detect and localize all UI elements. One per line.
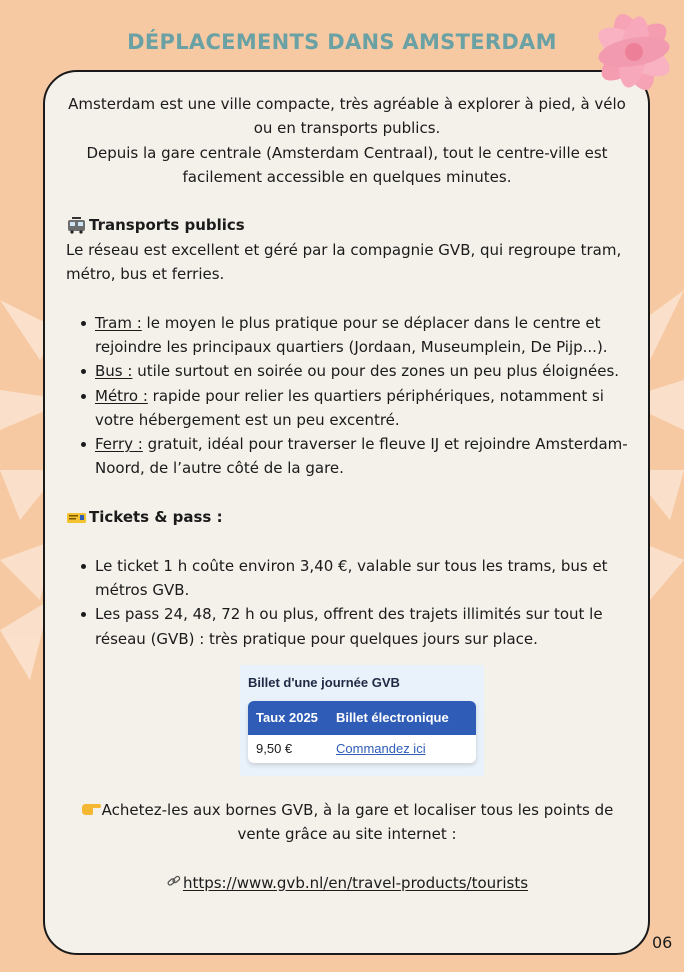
ticket-price: 9,50 €: [256, 740, 293, 756]
list-item: [78, 384, 628, 433]
order-link[interactable]: Commandez ici: [336, 740, 426, 756]
table-row: [248, 735, 476, 763]
main-content: [66, 92, 628, 895]
list-item: Le ticket 1 h coûte environ 3,40 €, valable sur tous les trams, bus et métros GVB.: [78, 554, 628, 603]
transports-text: Le réseau est excellent et géré par la compagnie GVB, qui regroupe tram, métro, bus et ferries.: [66, 240, 622, 284]
tram-icon: [66, 217, 87, 234]
transports-heading-label: Transports publics: [89, 216, 245, 235]
website-link[interactable]: https://www.gvb.nl/en/travel-products/tourists: [182, 873, 529, 892]
ferry-desc: gratuit, idéal pour traverser le fleuve IJ et rejoindre Amsterdam-Noord, de l’autre côté de la gare.: [95, 435, 628, 478]
tickets-heading: [66, 505, 628, 529]
ticket-image-title: Billet d'une journée GVB: [248, 674, 400, 690]
ticket-table-header: [248, 701, 476, 735]
transports-heading: [66, 213, 628, 237]
flower-decoration: [574, 0, 684, 120]
list-item: [78, 432, 628, 481]
bus-term: Bus :: [95, 362, 133, 381]
list-item: [78, 359, 628, 383]
website-line: [66, 871, 628, 895]
bus-desc: utile surtout en soirée ou pour des zones un peu plus éloignées.: [132, 362, 620, 381]
tram-term: Tram :: [95, 313, 142, 332]
header-col-ticket: Billet électronique: [336, 709, 449, 725]
list-item: Les pass 24, 48, 72 h ou plus, offrent des trajets illimités sur tout le réseau (GVB) : très pratique pour quelques jours sur place.: [78, 602, 628, 651]
intro-line-2: Depuis la gare centrale (Amsterdam Centraal), tout le centre-ville est facilement accessible en quelques minutes.: [86, 143, 608, 186]
ticket-price-image: [240, 665, 484, 776]
ticket-icon: [66, 509, 87, 526]
page-title: DÉPLACEMENTS DANS AMSTERDAM: [127, 30, 557, 54]
link-icon: [166, 873, 183, 890]
list-item: [78, 311, 628, 360]
metro-term: Métro :: [95, 386, 148, 405]
page-number: 06: [652, 933, 673, 952]
footer-text: [66, 798, 628, 847]
ferry-term: Ferry :: [95, 435, 143, 454]
tickets-list: [78, 554, 628, 651]
pointing-hand-icon: [81, 800, 102, 817]
transports-list: [78, 311, 628, 481]
footer-text-label: Achetez-les aux bornes GVB, à la gare et localiser tous les points de vente grâce au site internet :: [101, 800, 614, 844]
tram-desc: le moyen le plus pratique pour se déplacer dans le centre et rejoindre les principaux quartiers (Jordaan, Museumplein, De Pijp...).: [95, 313, 608, 356]
metro-desc: rapide pour relier les quartiers périphériques, notamment si votre hébergement est un peu excentré.: [95, 386, 604, 429]
tickets-heading-label: Tickets & pass :: [89, 508, 223, 527]
ticket-table: [248, 701, 476, 763]
header-col-rate: Taux 2025: [256, 709, 318, 725]
intro-line-1: Amsterdam est une ville compacte, très agréable à explorer à pied, à vélo ou en transports publics.: [68, 95, 626, 138]
